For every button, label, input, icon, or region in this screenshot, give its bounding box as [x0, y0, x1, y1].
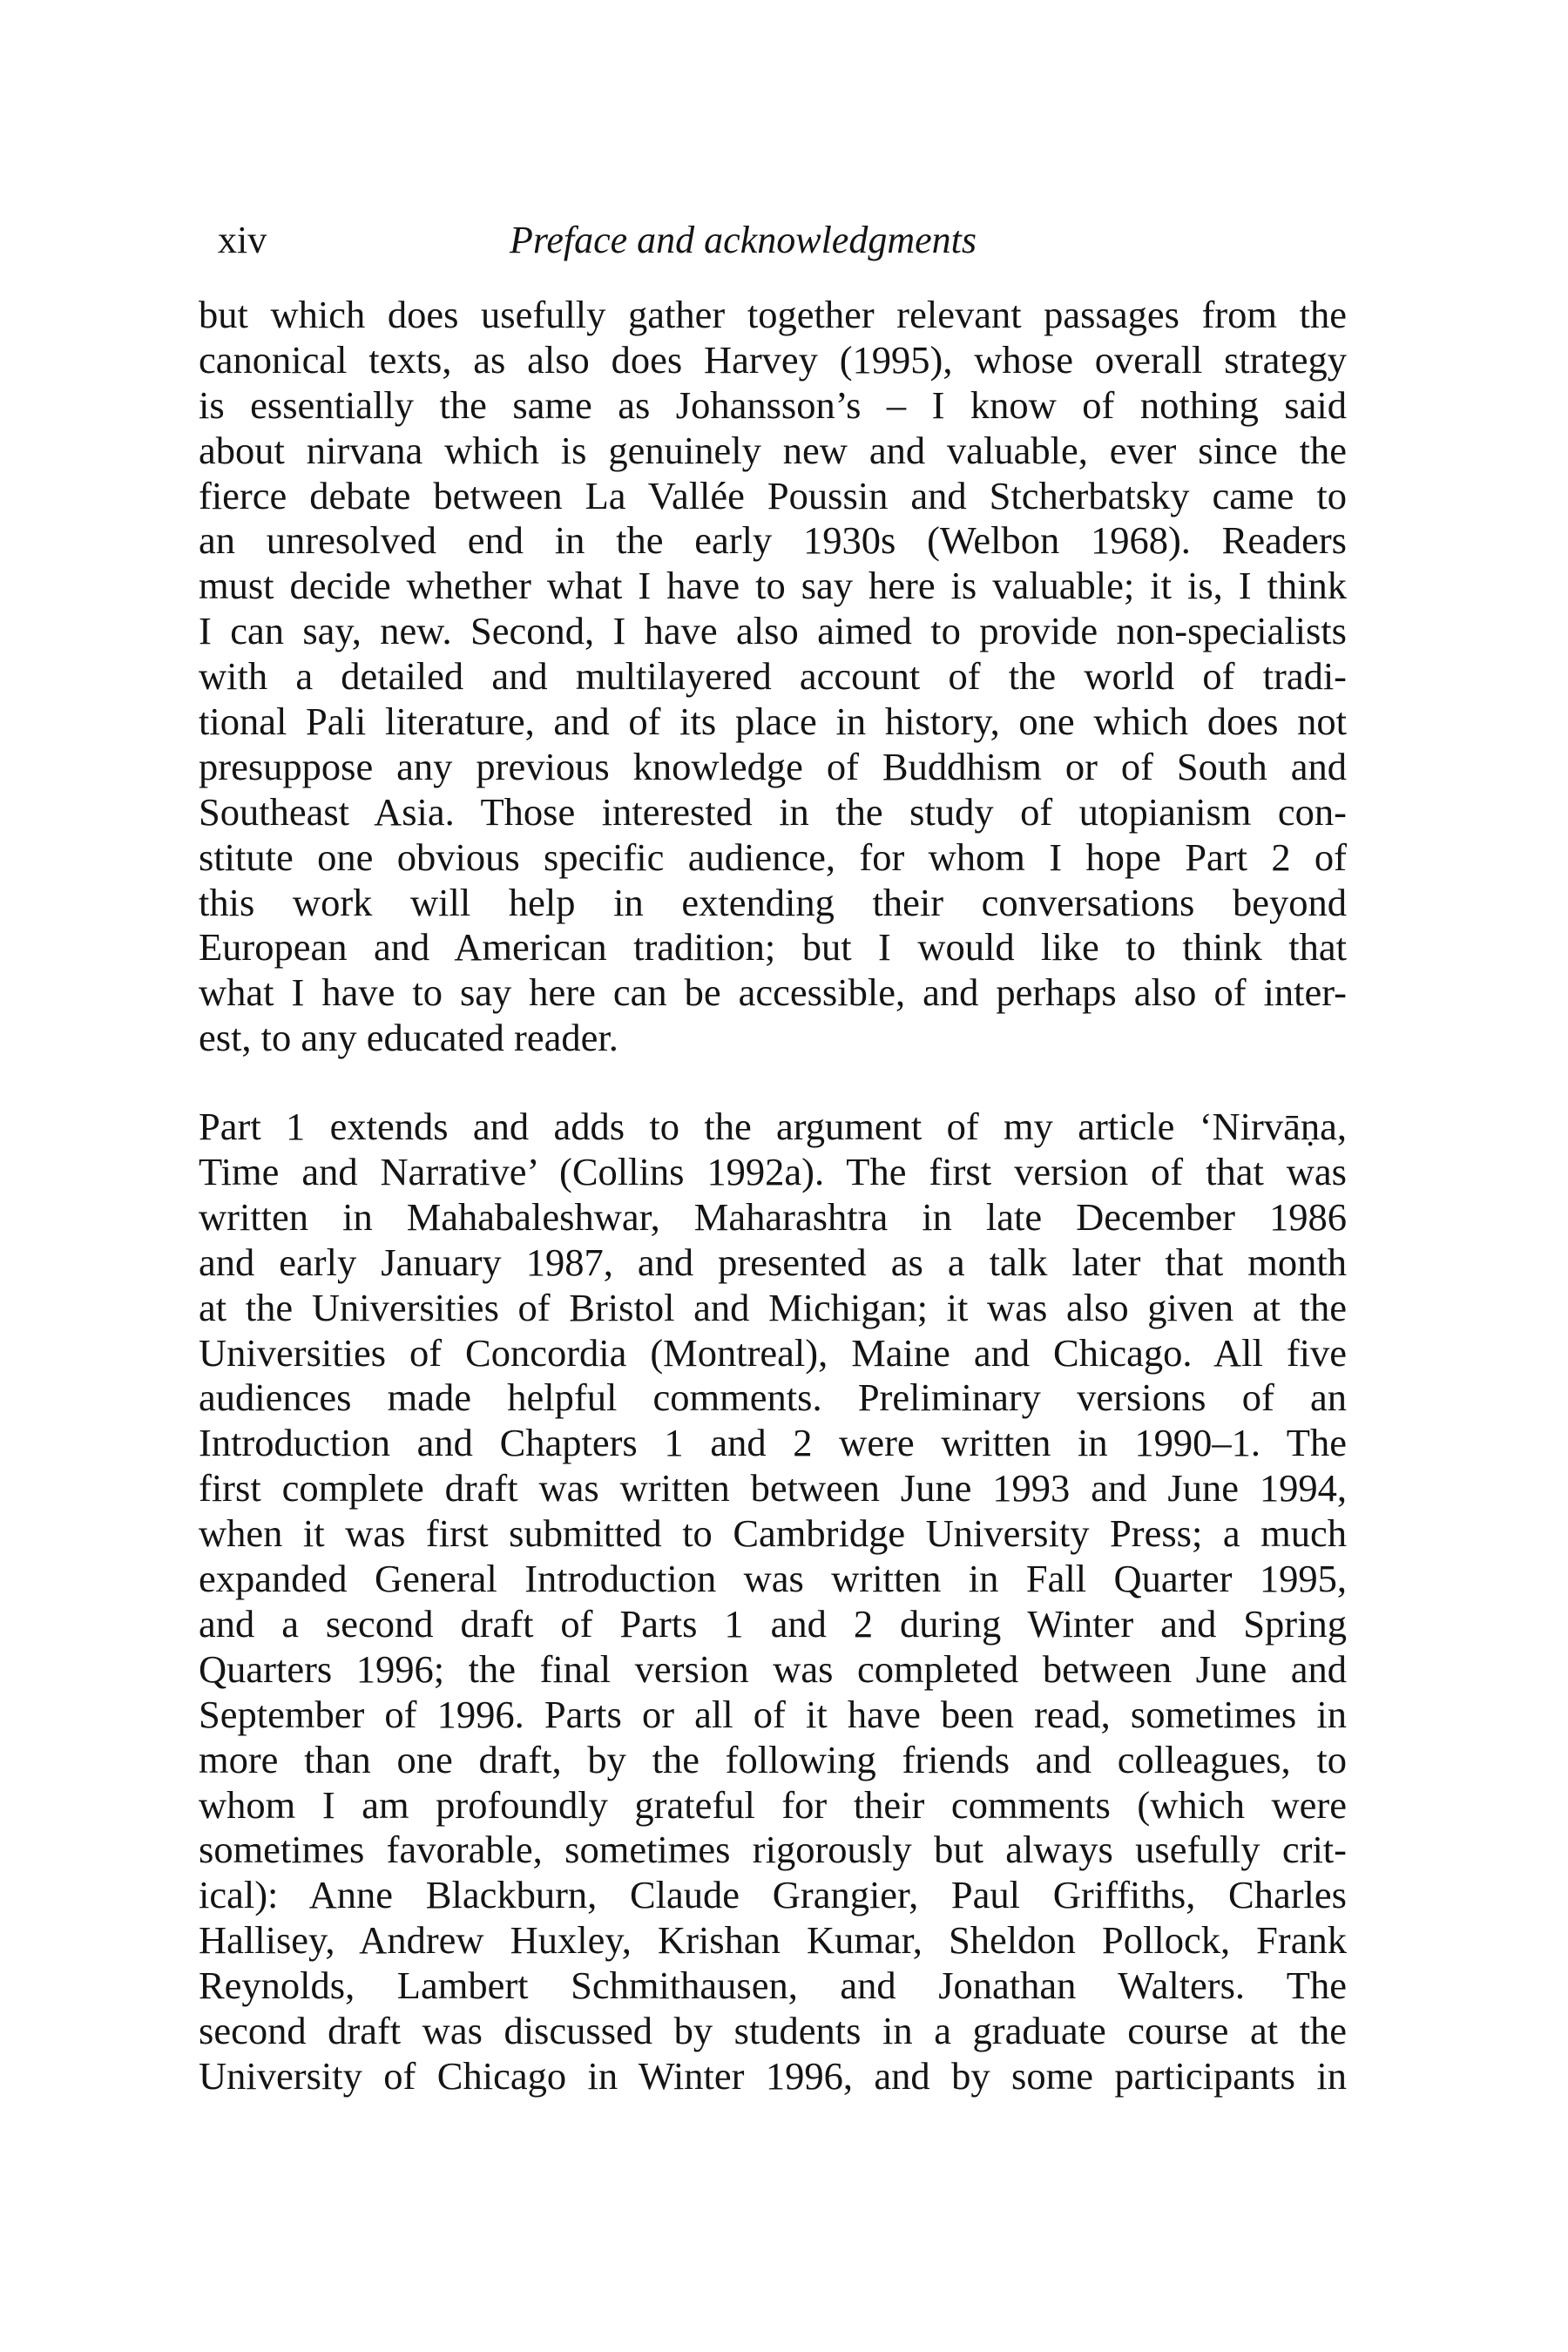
text-line: presuppose any previous knowledge of Buddhism or of South and	[199, 744, 1347, 788]
text-line: tional Pali literature, and of its place in history, one which does not	[199, 700, 1347, 744]
text-line: sometimes favorable, sometimes rigorously but always usefully crit-	[199, 1828, 1347, 1872]
text-line: audiences made helpful comments. Preliminary versions of an	[199, 1375, 1347, 1420]
text-line: ical): Anne Blackburn, Claude Grangier, Paul Griffiths, Charles	[199, 1873, 1347, 1917]
text-line: and a second draft of Parts 1 and 2 during Winter and Spring	[199, 1601, 1347, 1646]
text-line: must decide whether what I have to say here is valuable; it is, I think	[199, 564, 1347, 608]
text-line: canonical texts, as also does Harvey (1995), whose overall strategy	[199, 337, 1347, 382]
text-line: Time and Narrative’ (Collins 1992a). The first version of that was	[199, 1150, 1347, 1194]
paragraph-1	[199, 293, 1347, 1061]
text-line: second draft was discussed by students in a graduate course at the	[199, 2008, 1347, 2052]
text-line: Southeast Asia. Those interested in the study of utopianism con-	[199, 789, 1347, 834]
text-line: Part 1 extends and adds to the argument of my article ‘Nirvāṇa,	[199, 1105, 1347, 1149]
text-line: is essentially the same as Johansson’s – I know of nothing said	[199, 382, 1347, 427]
text-line: more than one draft, by the following friends and colleagues, to	[199, 1737, 1347, 1781]
body-text	[199, 293, 1347, 2099]
text-line: this work will help in extending their conversations beyond	[199, 880, 1347, 924]
text-line: fierce debate between La Vallée Poussin and Stcherbatsky came to	[199, 473, 1347, 517]
text-line: I can say, new. Second, I have also aimed to provide non-specialists	[199, 609, 1347, 653]
text-line: Universities of Concordia (Montreal), Maine and Chicago. All five	[199, 1330, 1347, 1375]
text-line: expanded General Introduction was written in Fall Quarter 1995,	[199, 1557, 1347, 1601]
text-line: Reynolds, Lambert Schmithausen, and Jonathan Walters. The	[199, 1963, 1347, 2008]
text-line: when it was first submitted to Cambridge University Press; a much	[199, 1511, 1347, 1556]
running-title: Preface and acknowledgments	[510, 219, 977, 261]
text-line: est, to any educated reader.	[199, 1016, 618, 1060]
text-line: with a detailed and multilayered account of the world of tradi-	[199, 654, 1347, 699]
text-line: September of 1996. Parts or all of it have been read, sometimes in	[199, 1692, 1347, 1736]
paragraph-2	[199, 1105, 1347, 2099]
text-line: Quarters 1996; the final version was completed between June and	[199, 1646, 1347, 1691]
paragraph-gap	[199, 1061, 1347, 1105]
text-line: written in Mahabaleshwar, Maharashtra in late December 1986	[199, 1194, 1347, 1239]
text-line: whom I am profoundly grateful for their comments (which were	[199, 1782, 1347, 1827]
page-number: xiv	[218, 219, 267, 261]
text-line: about nirvana which is genuinely new and valuable, ever since the	[199, 428, 1347, 472]
text-line: University of Chicago in Winter 1996, and by some participants in	[199, 2053, 1347, 2098]
text-line: an unresolved end in the early 1930s (Welbon 1968). Readers	[199, 518, 1347, 563]
text-line: and early January 1987, and presented as a talk later that month	[199, 1240, 1347, 1284]
text-line: at the Universities of Bristol and Michigan; it was also given at the	[199, 1285, 1347, 1329]
text-line: but which does usefully gather together relevant passages from the	[199, 293, 1347, 336]
running-head	[218, 214, 1350, 267]
text-line: stitute one obvious specific audience, for whom I hope Part 2 of	[199, 835, 1347, 879]
text-line: Introduction and Chapters 1 and 2 were written in 1990–1. The	[199, 1421, 1347, 1465]
text-line: European and American tradition; but I would like to think that	[199, 925, 1347, 970]
text-line: first complete draft was written between June 1993 and June 1994,	[199, 1466, 1347, 1511]
text-line: what I have to say here can be accessible, and perhaps also of inter-	[199, 970, 1347, 1015]
text-line: Hallisey, Andrew Huxley, Krishan Kumar, Sheldon Pollock, Frank	[199, 1918, 1347, 1963]
